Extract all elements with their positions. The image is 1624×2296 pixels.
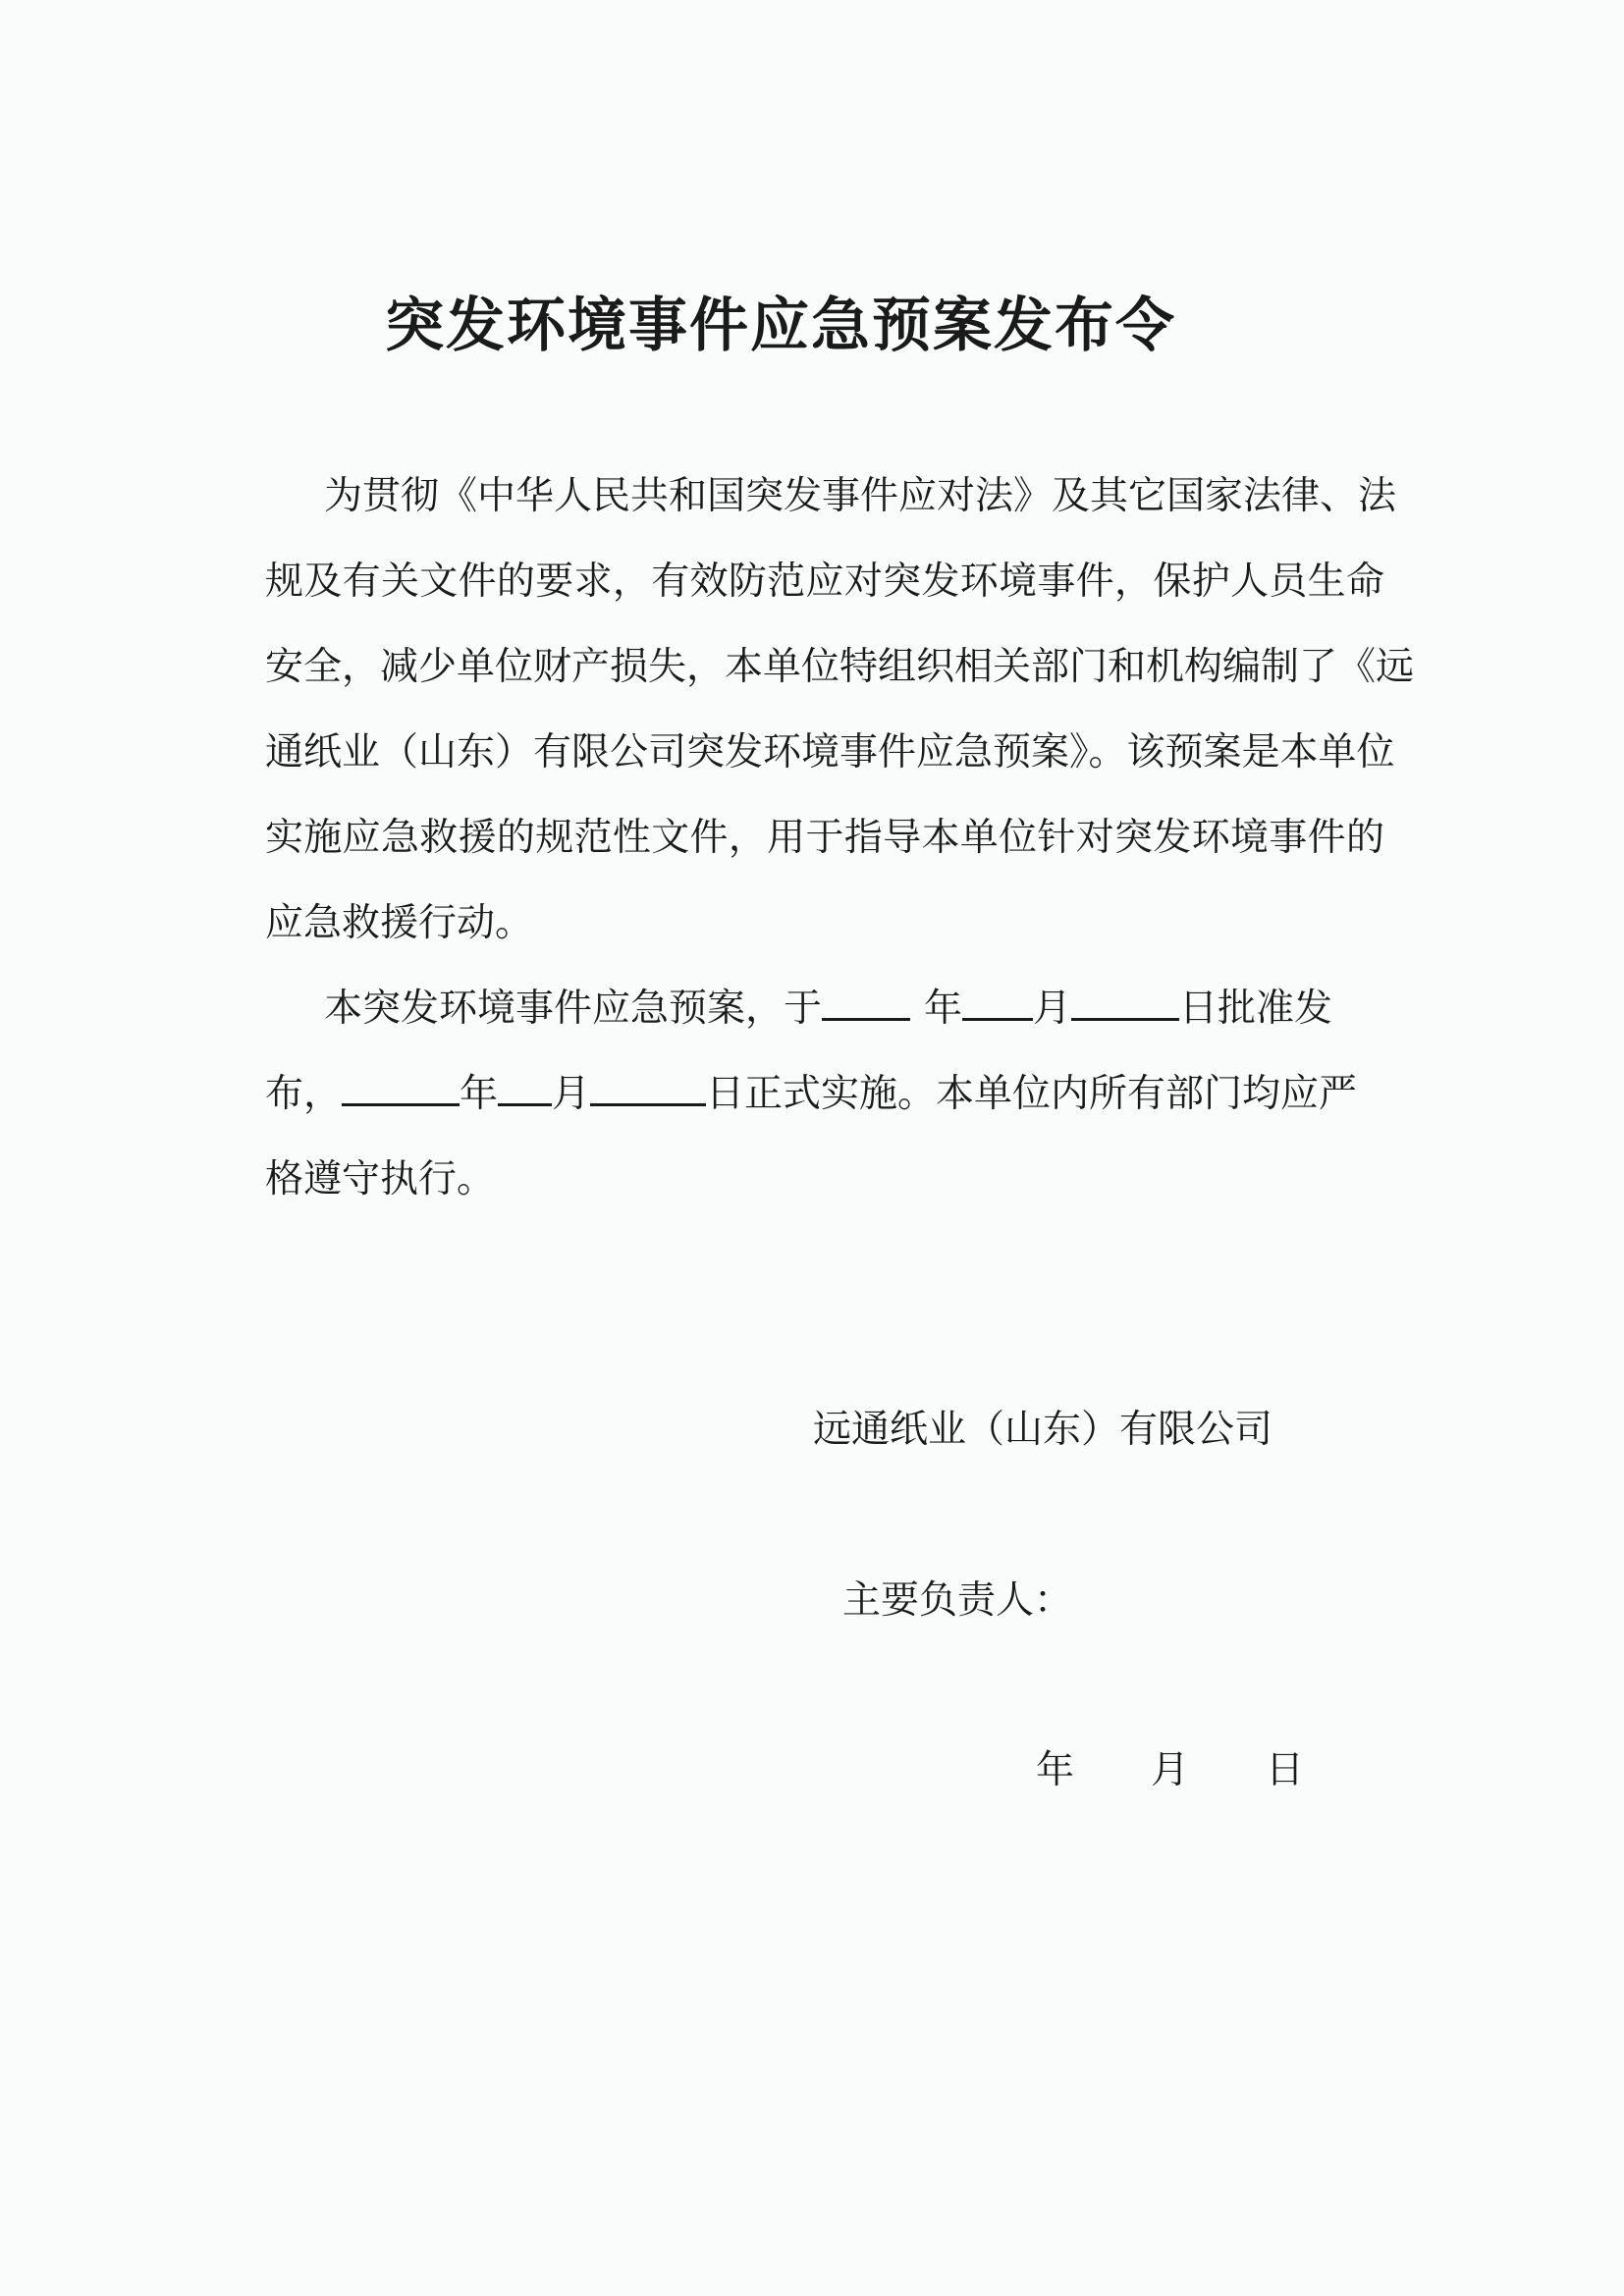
day-blank — [1071, 983, 1179, 1021]
paragraph-text: 本突发环境事件应急预案，于 — [324, 987, 823, 1031]
paragraph-line: 通纸业（山东）有限公司突发环境事件应急预案》。该预案是本单位 — [265, 730, 1395, 774]
paragraph-line: 格遵守执行。 — [265, 1157, 496, 1201]
paragraph-line — [265, 1067, 1357, 1122]
month-blank — [498, 1068, 552, 1106]
month-label: 月 — [552, 1072, 591, 1116]
date-month: 月 — [1151, 1748, 1190, 1792]
paragraph-line: 安全，减少单位财产损失，本单位特组织相关部门和机构编制了《远 — [265, 645, 1415, 689]
company-name: 远通纸业（山东）有限公司 — [813, 1408, 1273, 1452]
date-year: 年 — [1036, 1748, 1075, 1792]
paragraph-line: 为贯彻《中华人民共和国突发事件应对法》及其它国家法律、法 — [324, 474, 1397, 518]
paragraph-line: 实施应急救援的规范性文件，用于指导本单位针对突发环境事件的 — [265, 816, 1384, 860]
document-title: 突发环境事件应急预案发布令 — [385, 292, 1176, 360]
date-day: 日 — [1266, 1748, 1305, 1792]
year-label: 年 — [924, 987, 963, 1031]
day-blank — [590, 1068, 706, 1106]
paragraph-text: 布， — [265, 1072, 343, 1116]
paragraph-line — [324, 982, 1332, 1037]
paragraph-text: 日正式实施。本单位内所有部门均应严 — [706, 1072, 1358, 1116]
paragraph-line: 规及有关文件的要求，有效防范应对突发环境事件，保护人员生命 — [265, 560, 1384, 604]
paragraph-line: 应急救援行动。 — [265, 901, 534, 945]
signature-date — [1036, 1743, 1304, 1798]
year-blank — [822, 983, 910, 1021]
month-label: 月 — [1033, 987, 1072, 1031]
year-blank — [342, 1068, 460, 1106]
responsible-person-label: 主要负责人： — [842, 1578, 1073, 1623]
paragraph-text: 日批准发 — [1179, 987, 1333, 1031]
year-label: 年 — [460, 1072, 499, 1116]
month-blank — [962, 983, 1033, 1021]
